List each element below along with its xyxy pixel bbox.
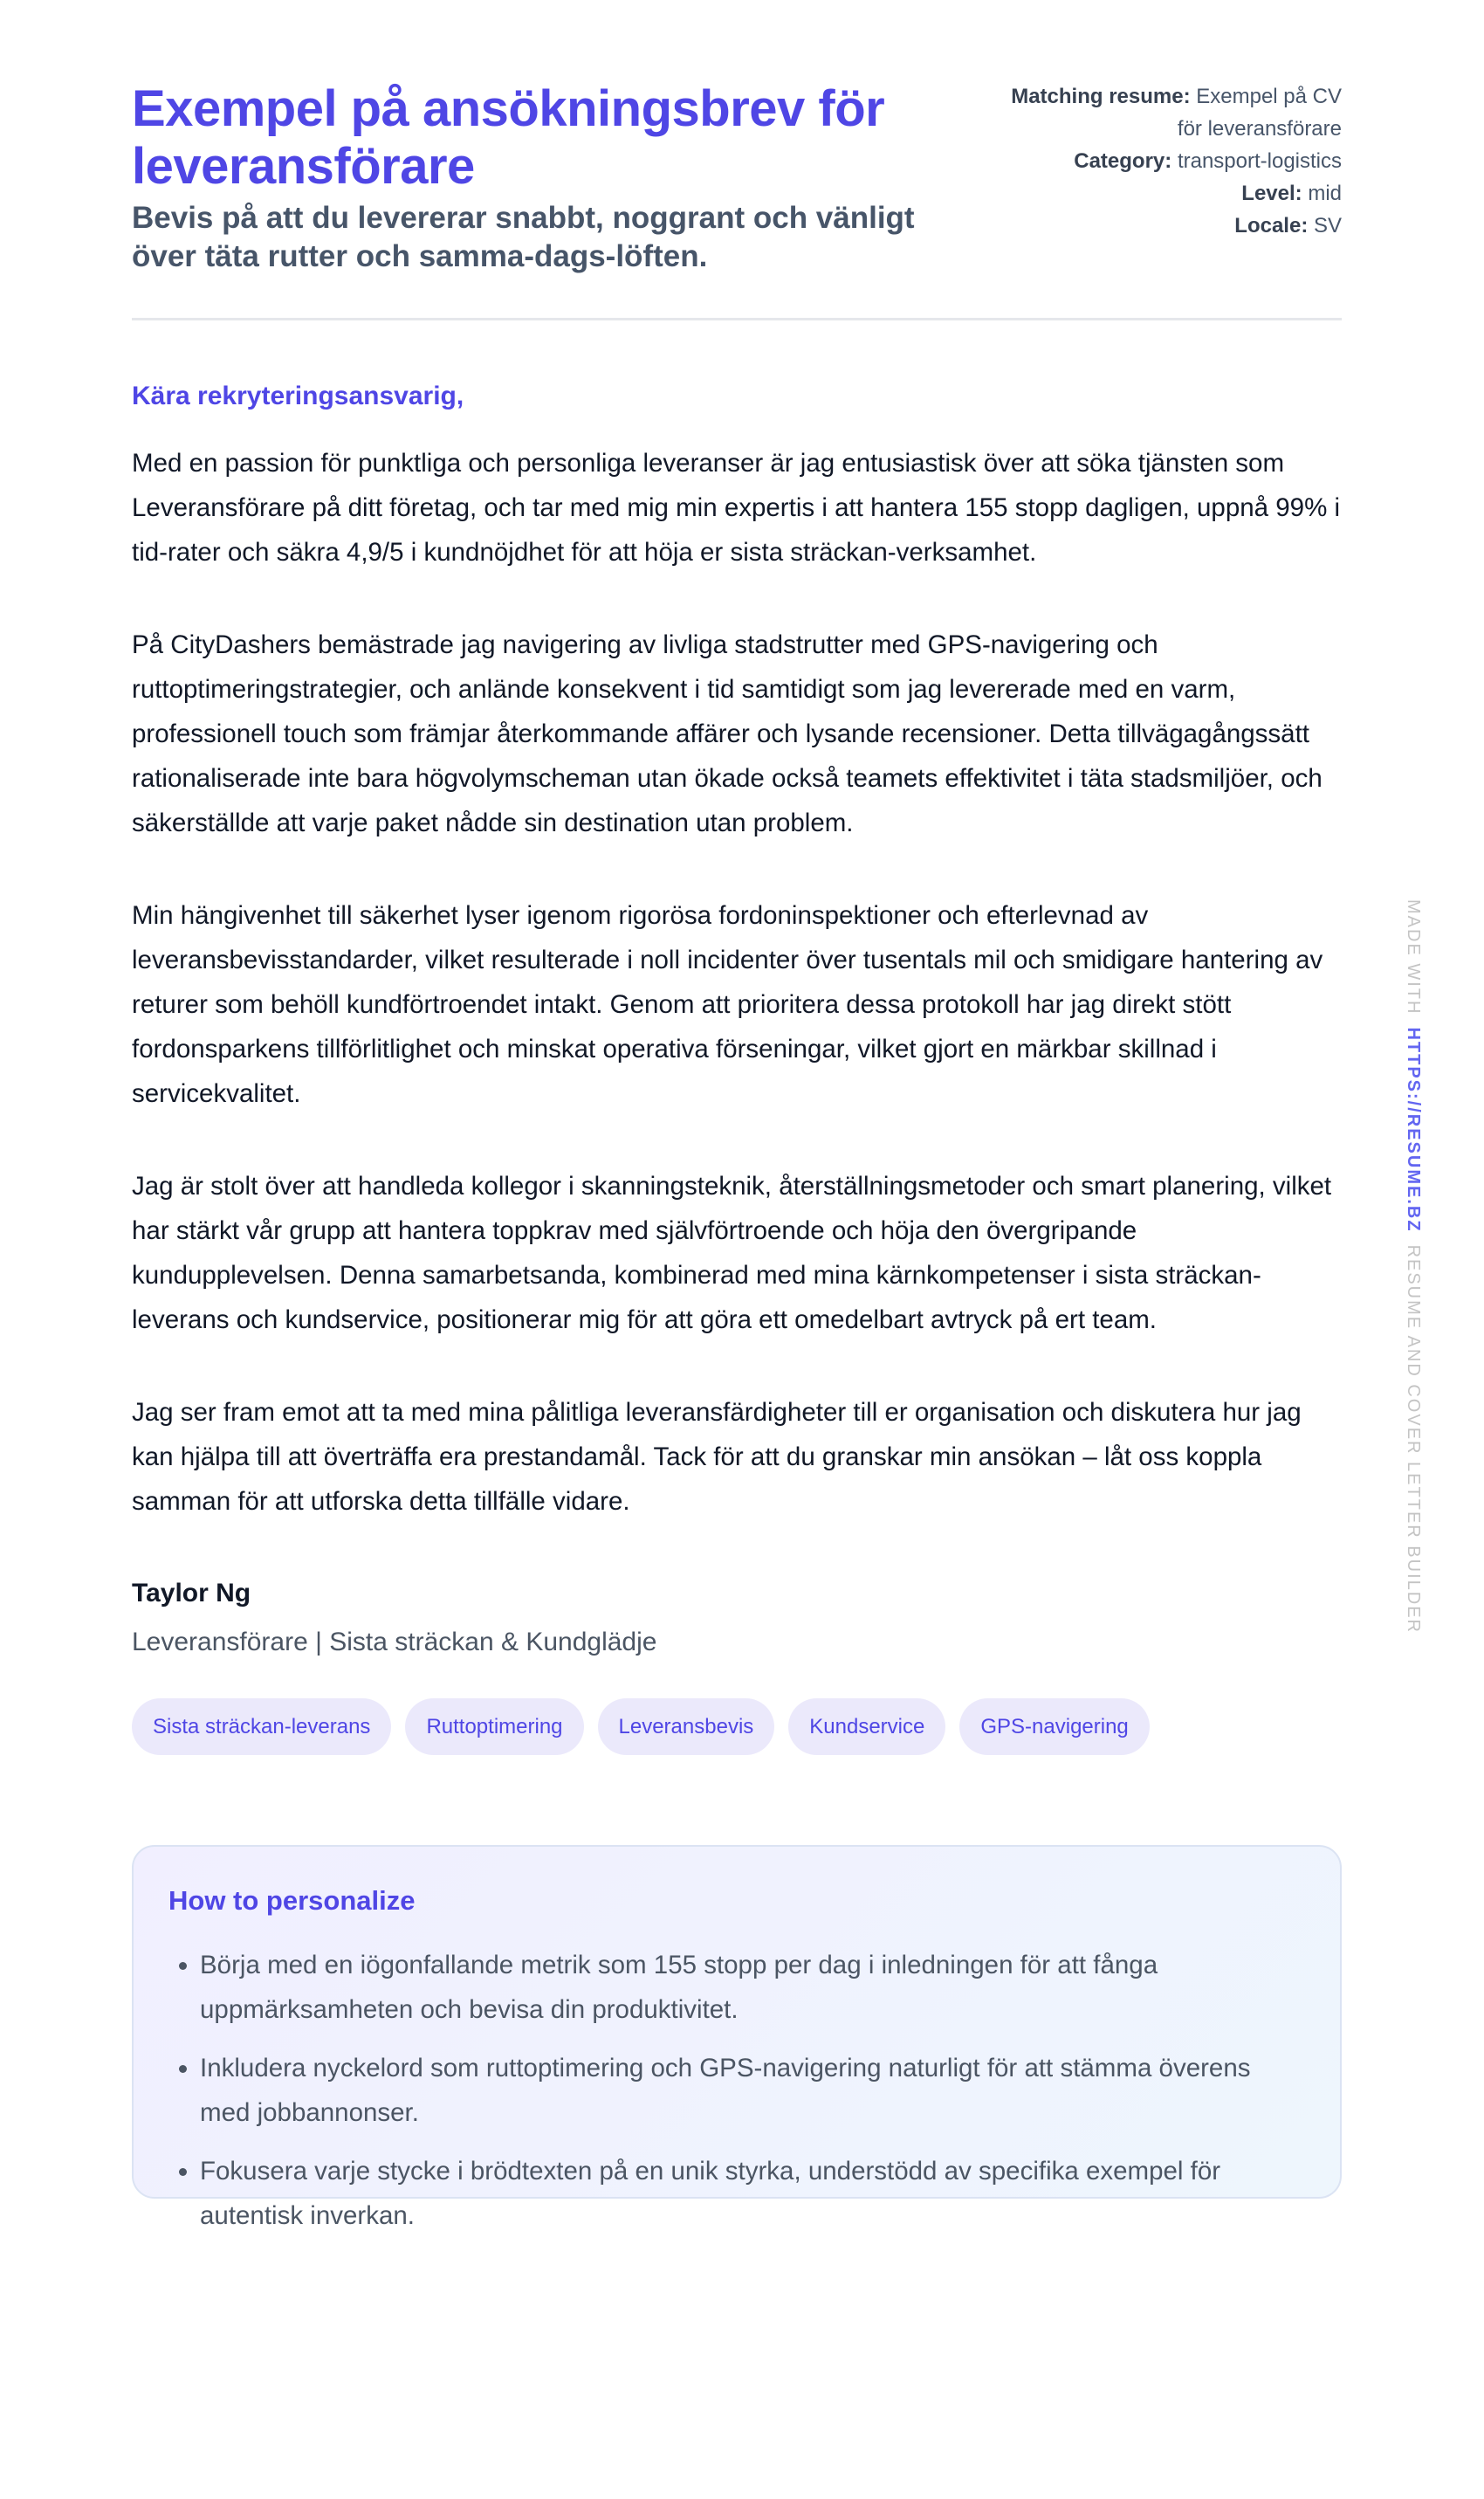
letter-paragraph: Jag är stolt över att handleda kollegor i skanningsteknik, återställningsmetoder och smart planering, vilket har stärkt vår grupp att hantera toppkrav med självförtroende och höja den övergripande kundupplevelsen. Denna samarbetsanda, kombinerad med mina kärnkompetenser i sista sträckan-leverans och kundservice, positionerar mig för att göra ett omedelbart avtryck på ert team. [132, 1172, 1332, 1334]
watermark [1402, 899, 1423, 1634]
letter-paragraph: Med en passion för punktliga och personliga leveranser är jag entusiastisk över att söka tjänsten som Leveransförare på ditt företag, och tar med mig min expertis i att hantera 155 stopp dagligen, uppnå 99% i tid-rater och säkra 4,9/5 i kundnöjdhet för att höja er sista sträckan-verksamhet. [132, 449, 1341, 567]
skill-tag[interactable]: Ruttoptimering [405, 1698, 583, 1755]
skill-tag[interactable]: Sista sträckan-leverans [132, 1698, 391, 1755]
meta-category: Category: transport-logistics [1074, 149, 1342, 173]
letter-paragraph: Jag ser fram emot att ta med mina pålitliga leveransfärdigheter till er organisation och diskutera hur jag kan hjälpa till att överträffa era prestandamål. Tack för att du granskar min ansökan – låt oss koppla samman för att utforska detta tillfälle vidare. [132, 1398, 1302, 1516]
tips-list [168, 1943, 1305, 2238]
watermark-prefix: MADE WITH [1404, 899, 1423, 1015]
page-title: Exempel på ansökningsbrev för leveransförare [132, 80, 885, 195]
tip-item: • Fokusera varje stycke i brödtexten på en unik styrka, understödd av specifika exempel för autentisk inverkan. [200, 2149, 1305, 2238]
letter-paragraph: På CityDashers bemästrade jag navigering av livliga stadstrutter med GPS-navigering och ruttoptimeringstrategier, och anlände konsekvent i tid samtidigt som jag levererade med en varm, professionell touch som främjar återkommande affärer och lysande recensioner. Detta tillvägagångssätt rationaliserade inte bara högvolymscheman utan ökade också teamets effektivitet i täta stadsmiljöer, och säkerställde att varje paket nådde sin destination utan problem. [132, 630, 1323, 837]
personalize-tips-box [132, 1845, 1342, 2230]
meta-info [993, 80, 1342, 242]
skill-tag[interactable]: GPS-navigering [959, 1698, 1149, 1755]
letter-body [132, 441, 1342, 1524]
cover-letter-page [132, 0, 1342, 2230]
skill-tag[interactable]: Leveransbevis [598, 1698, 775, 1755]
watermark-suffix: RESUME AND COVER LETTER BUILDER [1404, 1244, 1423, 1634]
signature-name: Taylor Ng [132, 1579, 251, 1607]
signature-role: Leveransförare | Sista sträckan & Kundglädje [132, 1628, 657, 1656]
watermark-link[interactable]: HTTPS://RESUME.BZ [1404, 1027, 1423, 1233]
letter-paragraph: Min hängivenhet till säkerhet lyser igenom rigorösa fordoninspektioner och efterlevnad av leveransbevisstandarder, vilket resulterade i noll incidenter över tusentals mil och smidigare hantering av returer som behöll kundförtroendet intakt. Genom att prioritera dessa protokoll har jag direkt stött fordonsparkens tillförlitlighet och minskat operativa förseningar, vilket gjort en märkbar skillnad i servicekvalitet. [132, 901, 1323, 1108]
tips-title: How to personalize [168, 1885, 416, 1916]
skill-tags [132, 1698, 1342, 1755]
page-subtitle: Bevis på att du levererar snabbt, noggrant och vänligt över täta rutter och samma-dags-löften. [132, 201, 915, 273]
skill-tag[interactable]: Kundservice [788, 1698, 945, 1755]
meta-matching-resume[interactable]: Matching resume: Exempel på CV för leveransförare [1011, 85, 1342, 141]
page-header [132, 0, 1342, 320]
tip-item: • Inkludera nyckelord som ruttoptimering och GPS-navigering naturligt för att stämma överens med jobbannonser. [200, 2046, 1305, 2135]
letter-greeting: Kära rekryteringsansvarig, [132, 382, 464, 410]
meta-level: Level: mid [1241, 182, 1342, 205]
meta-locale: Locale: SV [1234, 214, 1342, 238]
tip-item: • Börja med en iögonfallande metrik som 155 stopp per dag i inledningen för att fånga uppmärksamheten och bevisa din produktivitet. [200, 1943, 1305, 2032]
